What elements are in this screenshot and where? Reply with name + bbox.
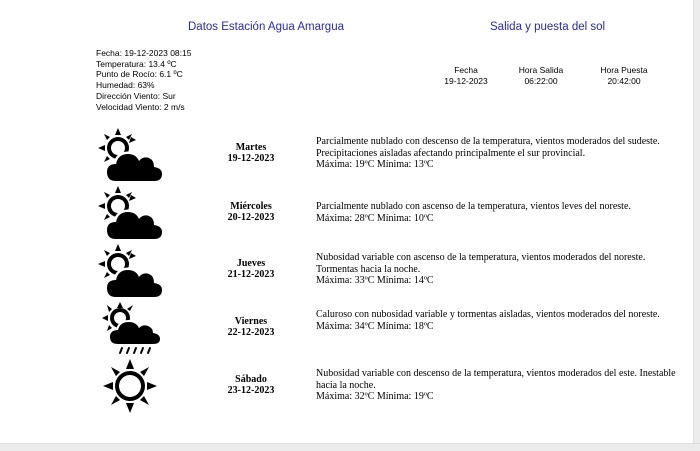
forecast-temps: Máxima: 33ºC Mínima: 14ºC bbox=[316, 275, 434, 286]
forecast-description-block bbox=[316, 309, 678, 332]
forecast-date: 20-12-2023 bbox=[227, 212, 275, 223]
forecast-description-block bbox=[316, 252, 678, 287]
forecast-day-label bbox=[211, 374, 291, 396]
forecast-day: Miércoles bbox=[230, 201, 272, 212]
station-data bbox=[96, 48, 191, 112]
station-temperature: Temperatura: 13.4 ºC bbox=[96, 58, 177, 69]
sun-date-column bbox=[426, 65, 506, 86]
forecast-description: Caluroso con nubosidad variable y tormentas aisladas, vientos moderados del noreste. bbox=[316, 309, 660, 320]
sun-icon bbox=[96, 358, 168, 416]
forecast-day: Jueves bbox=[236, 258, 266, 269]
sun-cloud-rain-icon bbox=[96, 300, 168, 358]
station-humidity: Humedad: 63% bbox=[96, 80, 155, 91]
forecast-temps: Máxima: 32ºC Mínima: 19ºC bbox=[316, 391, 434, 402]
forecast-row bbox=[0, 358, 700, 416]
sun-date-value: 19-12-2023 bbox=[444, 75, 488, 86]
station-date: Fecha: 19-12-2023 08:15 bbox=[96, 48, 192, 58]
forecast-day-label bbox=[211, 316, 291, 338]
forecast-description: Nubosidad variable con descenso de la temperatura, vientos moderados del este. Inestable hacia la noche. bbox=[316, 368, 676, 391]
forecast-day: Viernes bbox=[234, 316, 268, 327]
sunrise-column bbox=[501, 65, 581, 86]
forecast-date: 22-12-2023 bbox=[227, 327, 275, 338]
forecast-date: 19-12-2023 bbox=[227, 153, 275, 164]
forecast-description-block bbox=[316, 368, 678, 403]
forecast-row bbox=[0, 300, 700, 358]
sunset-column bbox=[584, 65, 664, 86]
forecast-description: Nubosidad variable con ascenso de la temperatura, vientos moderados del noreste. Tormentas hacia la noche. bbox=[316, 252, 646, 275]
forecast-row bbox=[0, 184, 700, 242]
window-bottom-edge bbox=[0, 443, 700, 451]
sun-cloud-icon bbox=[96, 184, 168, 242]
station-title: Datos Estación Agua Amargua bbox=[188, 21, 344, 33]
station-dew-point: Punto de Rocío: 6.1 ºC bbox=[96, 69, 183, 80]
forecast-description-block bbox=[316, 136, 678, 171]
forecast-temps: Máxima: 19ºC Mínima: 13ºC bbox=[316, 159, 434, 170]
forecast-day: Martes bbox=[235, 142, 267, 153]
sun-date-header: Fecha bbox=[454, 65, 478, 75]
forecast-date: 23-12-2023 bbox=[227, 385, 275, 396]
forecast-description-block bbox=[316, 201, 678, 224]
forecast-day-label bbox=[211, 258, 291, 280]
forecast-row bbox=[0, 126, 700, 184]
sun-title: Salida y puesta del sol bbox=[490, 21, 606, 33]
station-wind-direction: Dirección Viento: Sur bbox=[96, 90, 176, 101]
forecast-day-label bbox=[211, 142, 291, 164]
sunset-value: 20:42:00 bbox=[607, 75, 641, 86]
sun-cloud-icon bbox=[96, 242, 168, 300]
forecast-day-label bbox=[211, 201, 291, 223]
sun-cloud-icon bbox=[96, 126, 168, 184]
forecast-row bbox=[0, 242, 700, 300]
forecast-day: Sábado bbox=[235, 374, 267, 385]
forecast-description: Parcialmente nublado con ascenso de la temperatura, vientos leves del noreste. bbox=[316, 201, 631, 212]
station-wind-speed: Velocidad Viento: 2 m/s bbox=[96, 101, 185, 112]
forecast-date: 21-12-2023 bbox=[227, 269, 275, 280]
sunrise-header: Hora Salida bbox=[518, 65, 564, 75]
sunrise-value: 06:22:00 bbox=[524, 75, 558, 86]
sunset-header: Hora Puesta bbox=[600, 65, 648, 75]
forecast-temps: Máxima: 34ºC Mínima: 18ºC bbox=[316, 320, 434, 332]
forecast-description: Parcialmente nublado con descenso de la temperatura, vientos moderados del sudeste. Precipitaciones aisladas afectando principalmente el sur provincial. bbox=[316, 136, 660, 159]
forecast-temps: Máxima: 28ºC Mínima: 10ºC bbox=[316, 212, 434, 224]
